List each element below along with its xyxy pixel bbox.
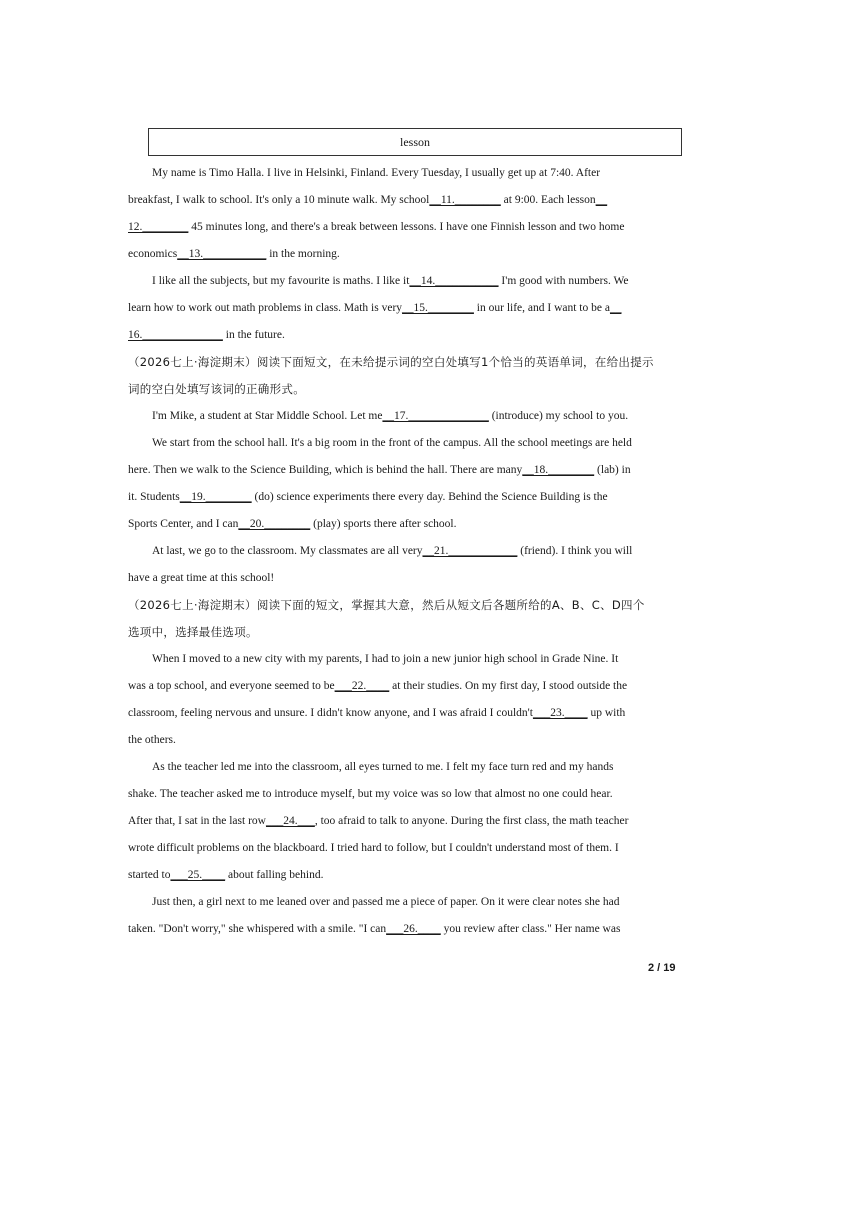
passage-line: After that, I sat in the last row___24.___, too afraid to talk to anyone. During the first class, the math teacher [128,815,629,827]
passage-line: have a great time at this school! [128,572,275,584]
passage-line: started to___25.____ about falling behind. [128,869,324,881]
passage-line: At last, we go to the classroom. My classmates are all very__21.____________ (friend). I think you will [152,545,633,557]
passage-line: Sports Center, and I can__20.________ (play) sports there after school. [128,518,457,530]
passage-line: was a top school, and everyone seemed to be___22.____ at their studies. On my first day, I stood outside the [128,680,628,692]
blank-11[interactable]: __11.________ [429,194,501,206]
instruction-line: 选项中，选择最佳选项。 [128,625,258,639]
blank-23[interactable]: ___23.____ [532,707,588,719]
word-bank-word: lesson [400,134,430,149]
passage-line: economics__13.___________ in the morning. [128,248,340,260]
passage-line: When I moved to a new city with my parents, I had to join a new junior high school in Grade Nine. It [152,653,619,665]
blank-14[interactable]: __14.___________ [409,275,499,287]
passage-line: here. Then we walk to the Science Building, which is behind the hall. There are many__18.________ (lab) in [128,464,631,476]
passage-line: learn how to work out math problems in class. Math is very__15.________ in our life, and I want to be a__ [128,302,622,314]
blank-21[interactable]: __21.____________ [422,545,518,557]
blank-22[interactable]: ___22.____ [334,680,390,692]
blank-16[interactable]: 16.______________ [128,329,223,341]
passage-line: As the teacher led me into the classroom, all eyes turned to me. I felt my face turn red and my hands [152,761,614,773]
blank-20[interactable]: __20.________ [238,518,311,530]
blank-16-start[interactable]: __ [609,302,622,314]
passage-line: breakfast, I walk to school. It's only a 10 minute walk. My school__11.________ at 9:00. Each lesson__ [128,194,608,206]
passage-line: 12.________ 45 minutes long, and there's a break between lessons. I have one Finnish lesson and two home [128,221,625,233]
blank-17[interactable]: __17.______________ [382,410,489,422]
instruction-line: （2026七上·海淀期末）阅读下面短文，在未给提示词的空白处填写1个恰当的英语单词，在给出提示 [128,355,654,369]
blank-25[interactable]: ___25.____ [170,869,226,881]
blank-15[interactable]: __15.________ [402,302,474,314]
passage-line: My name is Timo Halla. I live in Helsinki, Finland. Every Tuesday, I usually get up at 7:40. After [152,167,601,179]
passage-line: it. Students__19.________ (do) science experiments there every day. Behind the Science Building is the [128,491,608,503]
passage-line: I like all the subjects, but my favourite is maths. I like it__14.___________ I'm good with numbers. We [152,275,629,287]
instruction-line: （2026七上·海淀期末）阅读下面的短文，掌握其大意，然后从短文后各题所给的A、B、C、D四个 [128,598,645,612]
blank-26[interactable]: ___26.____ [386,923,441,935]
page-number: 2 / 19 [648,962,676,974]
passage-line: 16.______________ in the future. [128,329,285,341]
passage-line: We start from the school hall. It's a big room in the front of the campus. All the school meetings are held [152,437,632,449]
passage-line: classroom, feeling nervous and unsure. I didn't know anyone, and I was afraid I couldn't___23.____ up with [128,707,626,719]
blank-12[interactable]: 12.________ [128,221,189,233]
blank-24[interactable]: ___24.___ [265,815,315,827]
blank-18[interactable]: __18.________ [522,464,595,476]
blank-13[interactable]: __13.___________ [177,248,267,260]
instruction-line: 词的空白处填写该词的正确形式。 [128,382,305,396]
passage-line: shake. The teacher asked me to introduce myself, but my voice was so low that almost no one could hear. [128,788,613,800]
passage-line: taken. "Don't worry," she whispered with a smile. "I can___26.____ you review after class." Her name was [128,923,621,935]
passage-line: the others. [128,734,176,746]
passage-line: wrote difficult problems on the blackboard. I tried hard to follow, but I couldn't understand most of them. I [128,842,619,854]
passage-line: Just then, a girl next to me leaned over and passed me a piece of paper. On it were clear notes she had [152,896,620,908]
passage-line: I'm Mike, a student at Star Middle School. Let me__17.______________ (introduce) my school to you. [152,410,629,422]
blank-19[interactable]: __19.________ [179,491,252,503]
blank-12-start[interactable]: __ [595,194,608,206]
word-bank-box [148,128,682,156]
